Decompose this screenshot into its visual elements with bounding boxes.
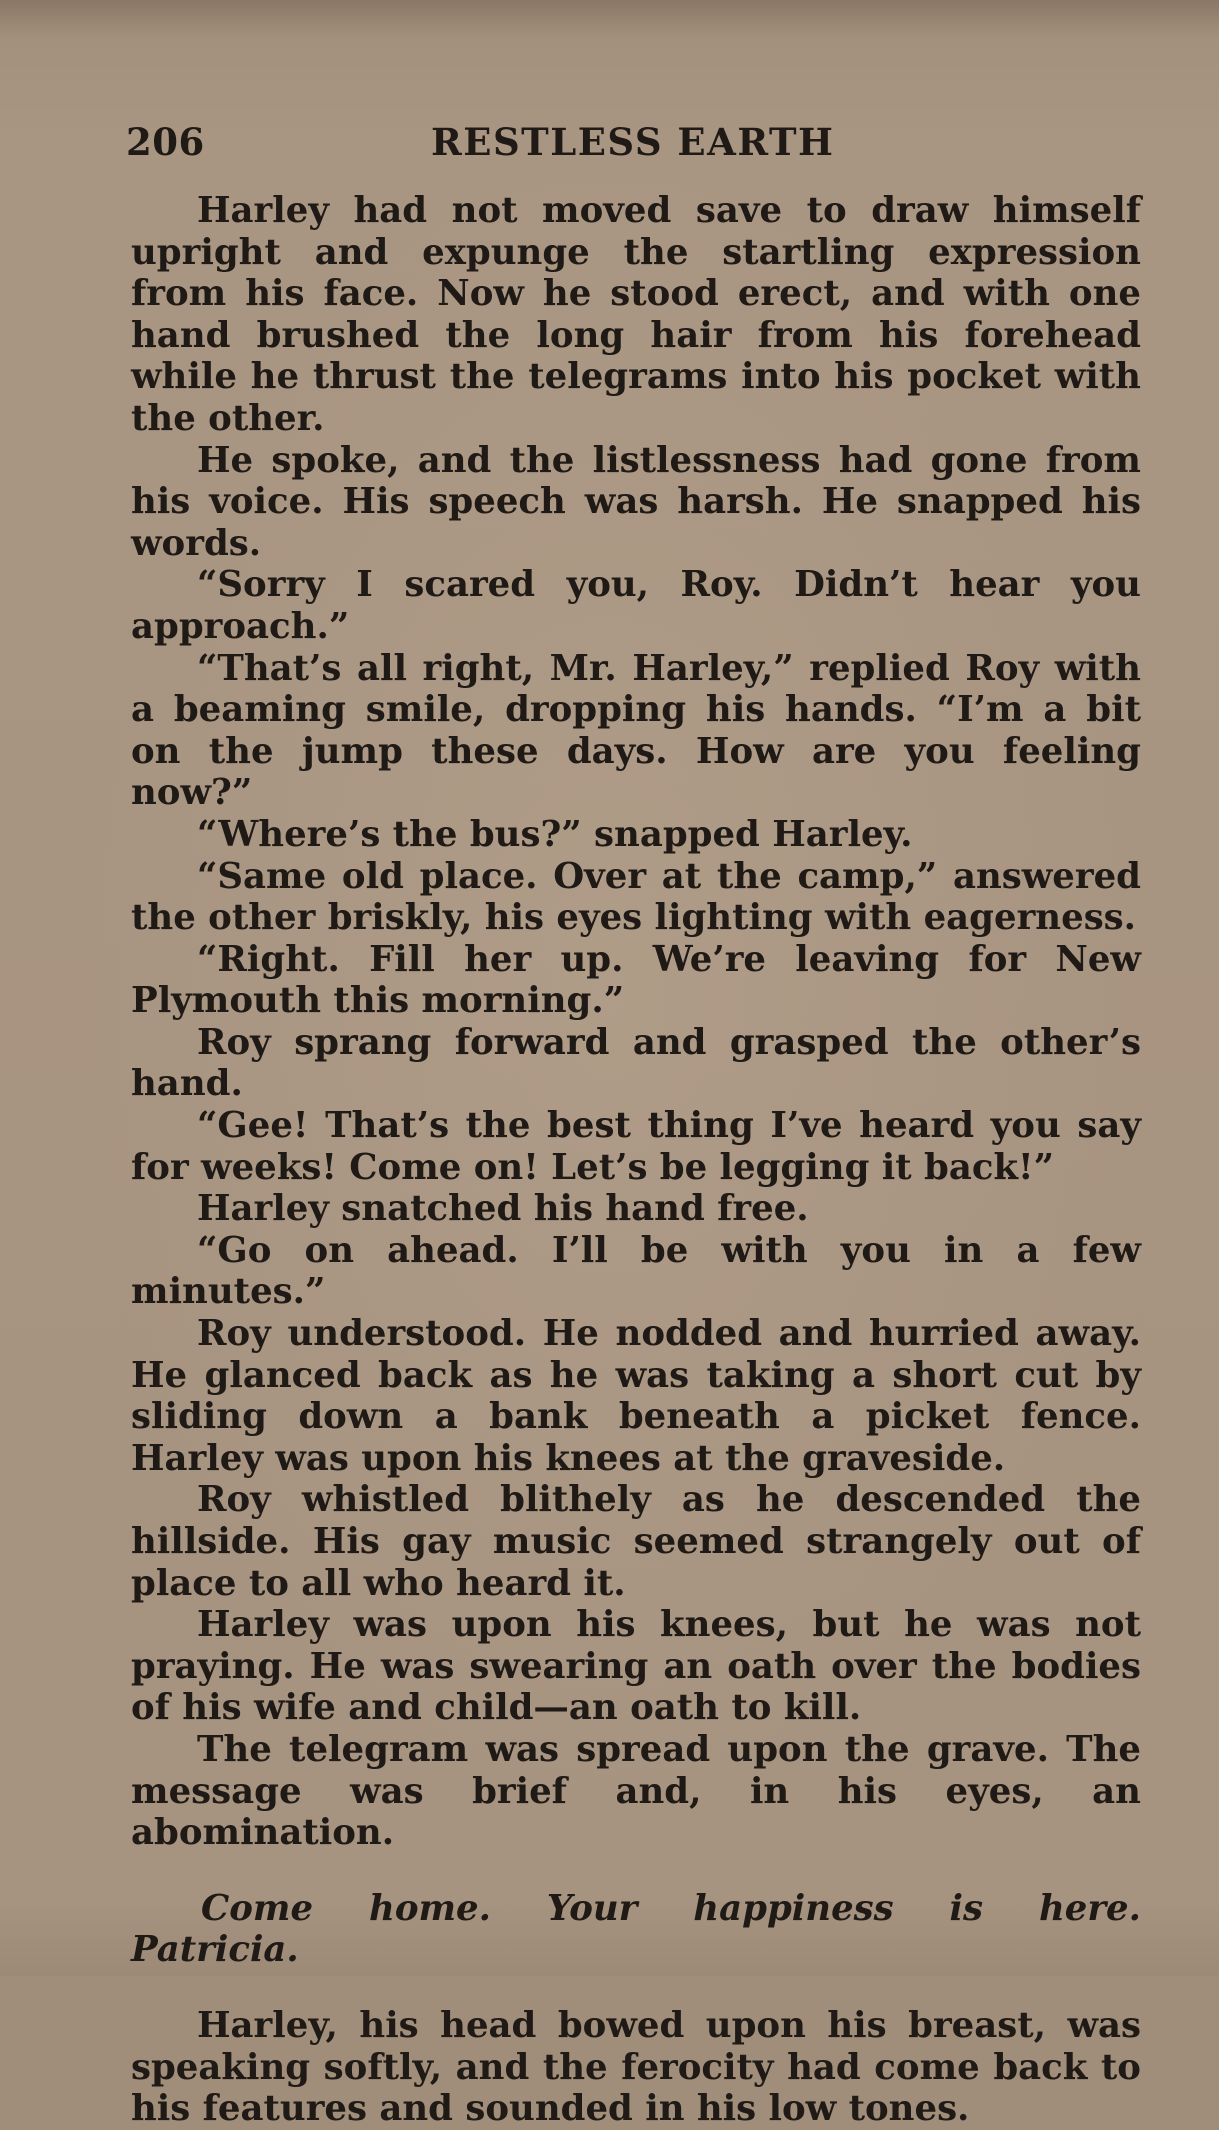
paragraph: Harley snatched his hand free. bbox=[197, 1188, 809, 1230]
page-number: 206 bbox=[126, 120, 205, 164]
paragraph: Roy whistled blithely as he descended the hillside. His gay music seemed strangely out of place to all who heard it. bbox=[131, 1479, 1141, 1604]
paragraph: “Sorry I scared you, Roy. Didn’t hear you approach.” bbox=[131, 564, 1141, 647]
paragraph: “Go on ahead. I’ll be with you in a few minutes.” bbox=[131, 1229, 1141, 1313]
paragraph: “Right. Fill her up. We’re leaving for New Plymouth this morning.” bbox=[131, 938, 1141, 1022]
final-paragraph: Harley, his head bowed upon his breast, was speaking softly, and the ferocity had come back to his features and sounded in his low tones. bbox=[131, 2004, 1141, 2130]
paragraph: “Where’s the bus?” snapped Harley. bbox=[197, 813, 913, 855]
paragraph: Harley was upon his knees, but he was not praying. He was swearing an oath over the bodies of his wife and child—an oath to kill. bbox=[131, 1604, 1141, 1729]
paragraph: “That’s all right, Mr. Harley,” replied Roy with a beaming smile, dropping his hands. “I’m a bit on the jump these days. How are you feeling now?” bbox=[131, 647, 1141, 814]
page-header bbox=[126, 120, 1136, 172]
telegram-message: Come home. Your happiness is here. Patricia. bbox=[131, 1887, 1141, 1971]
paragraph: He spoke, and the listlessness had gone from his voice. His speech was harsh. He snapped his words. bbox=[131, 439, 1141, 564]
body-text bbox=[131, 190, 1141, 2130]
running-title: RESTLESS EARTH bbox=[431, 120, 835, 164]
paragraph: “Same old place. Over at the camp,” answered the other briskly, his eyes lighting with eagerness. bbox=[131, 855, 1141, 939]
paragraph: Harley had not moved save to draw himself upright and expunge the startling expression from his face. Now he stood erect, and with one hand brushed the long hair from his forehead while he thrust the telegrams into his pocket with the other. bbox=[131, 190, 1141, 439]
paragraph: Roy sprang forward and grasped the other’s hand. bbox=[131, 1021, 1141, 1105]
paragraph: Roy understood. He nodded and hurried away. He glanced back as he was taking a short cut by sliding down a bank beneath a picket fence. Harley was upon his knees at the graveside. bbox=[131, 1313, 1141, 1479]
paragraph: “Gee! That’s the best thing I’ve heard you say for weeks! Come on! Let’s be legging it back!” bbox=[131, 1105, 1141, 1188]
paragraph: The telegram was spread upon the grave. The message was brief and, in his eyes, an abomination. bbox=[131, 1728, 1141, 1854]
